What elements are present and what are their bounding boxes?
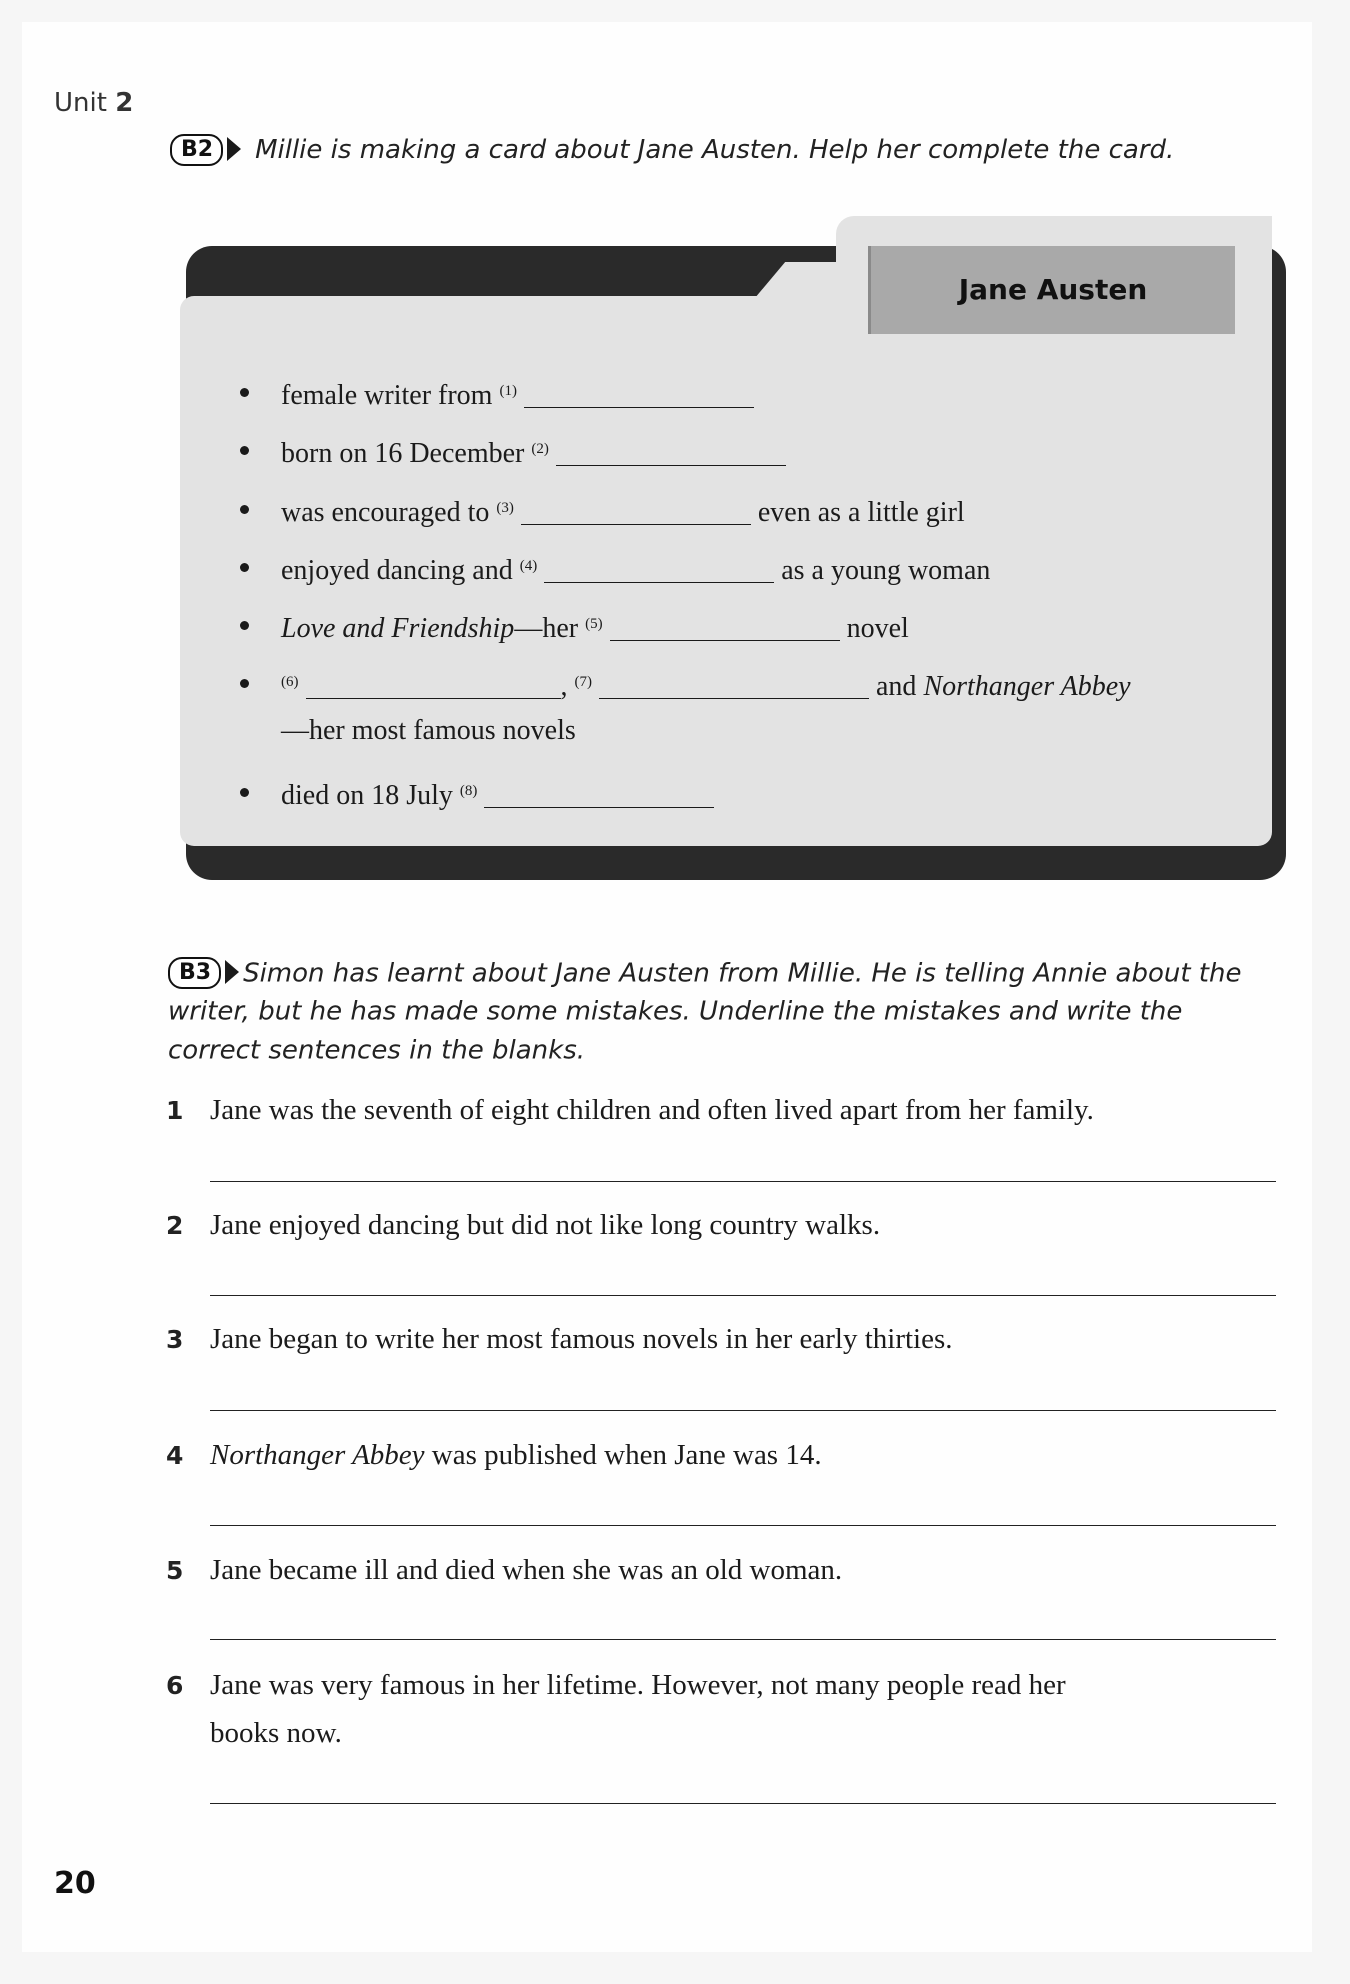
- bullet: [240, 388, 249, 397]
- answer-line-5[interactable]: [210, 1639, 1276, 1640]
- card-item-6: [281, 665, 1131, 704]
- question-number-1: 1: [166, 1096, 184, 1125]
- page-number: 20: [54, 1866, 96, 1901]
- blank-number: (2): [531, 441, 549, 457]
- b2-badge: B2: [170, 134, 223, 166]
- blank-number: (6): [281, 674, 299, 690]
- question-text-3: Jane began to write her most famous novels in her early thirties.: [210, 1323, 953, 1355]
- bullet: [240, 679, 249, 688]
- fill-in-blank-3[interactable]: [521, 498, 751, 525]
- play-arrow-icon: [227, 137, 241, 161]
- question-number-6: 6: [166, 1671, 184, 1700]
- unit-word: Unit: [54, 88, 107, 118]
- item-text: was encouraged to: [281, 497, 490, 528]
- item-text: born on 16 December: [281, 438, 525, 469]
- fill-in-blank-4[interactable]: [544, 556, 774, 583]
- card-item-5: [281, 607, 909, 646]
- fill-in-blank-6[interactable]: [306, 672, 561, 699]
- item-text: died on 18 July: [281, 780, 453, 811]
- blank-number: (3): [496, 500, 514, 516]
- book-title: Northanger Abbey: [210, 1439, 425, 1471]
- unit-number: 2: [115, 88, 134, 118]
- card-title: Jane Austen: [868, 246, 1235, 334]
- book-title: Northanger Abbey: [923, 671, 1131, 702]
- question-text-6: Jane was very famous in her lifetime. However, not many people read her: [210, 1669, 1066, 1701]
- answer-line-6[interactable]: [210, 1803, 1276, 1804]
- card-item-1: [281, 374, 754, 413]
- bullet: [240, 446, 249, 455]
- fill-in-blank-1[interactable]: [524, 381, 754, 408]
- bullet: [240, 563, 249, 572]
- answer-line-2[interactable]: [210, 1295, 1276, 1296]
- bullet: [240, 788, 249, 797]
- card-item-2: [281, 432, 786, 471]
- question-number-3: 3: [166, 1325, 184, 1354]
- item-text: —her: [514, 613, 579, 644]
- question-text: was published when Jane was 14.: [424, 1439, 822, 1471]
- question-number-2: 2: [166, 1211, 184, 1240]
- question-text-5: Jane became ill and died when she was an old woman.: [210, 1554, 843, 1586]
- b3-instruction: Simon has learnt about Jane Austen from Millie. He is telling Annie about the writer, but he has made some mistakes. Underline the mistakes and write the correct sentences in the blanks.: [168, 958, 1242, 1065]
- item-text-after: as a young woman: [781, 555, 991, 586]
- unit-label: [54, 88, 133, 118]
- item-text: enjoyed dancing and: [281, 555, 513, 586]
- b3-instruction-row: [168, 954, 1248, 1069]
- question-number-5: 5: [166, 1556, 184, 1585]
- item-text-after: even as a little girl: [757, 497, 965, 528]
- fill-in-blank-2[interactable]: [556, 439, 786, 466]
- card-item-8: [281, 774, 714, 813]
- fill-in-blank-8[interactable]: [484, 781, 714, 808]
- blank-number: (5): [585, 616, 603, 632]
- bullet: [240, 505, 249, 514]
- question-text-1: Jane was the seventh of eight children and often lived apart from her family.: [210, 1094, 1094, 1126]
- card-item-3: [281, 491, 965, 530]
- card-item-6-continuation: —her most famous novels: [281, 715, 576, 746]
- card-item-4: [281, 549, 990, 588]
- answer-line-3[interactable]: [210, 1410, 1276, 1411]
- blank-number: (8): [459, 783, 478, 799]
- answer-line-1[interactable]: [210, 1181, 1276, 1182]
- question-number-4: 4: [166, 1441, 184, 1470]
- b2-instruction: Millie is making a card about Jane Austen. Help her complete the card.: [255, 135, 1175, 165]
- b2-instruction-row: [170, 134, 1174, 166]
- answer-line-4[interactable]: [210, 1525, 1276, 1526]
- b3-badge: B3: [168, 957, 221, 989]
- comma: ,: [560, 671, 568, 702]
- blank-number: (7): [574, 674, 592, 690]
- item-text: female writer from: [281, 380, 493, 411]
- play-arrow-icon: [225, 960, 239, 984]
- bullet: [240, 621, 249, 630]
- fill-in-blank-7[interactable]: [599, 672, 869, 699]
- blank-number: (1): [499, 383, 517, 399]
- item-text-after: novel: [846, 613, 909, 644]
- question-text-2: Jane enjoyed dancing but did not like long country walks.: [210, 1209, 881, 1241]
- item-text-after: and: [876, 671, 917, 702]
- blank-number: (4): [519, 558, 538, 574]
- question-text-6-continuation: books now.: [210, 1717, 342, 1749]
- question-text-4: [210, 1431, 822, 1479]
- book-title: Love and Friendship: [281, 613, 515, 644]
- fill-in-blank-5[interactable]: [610, 614, 840, 641]
